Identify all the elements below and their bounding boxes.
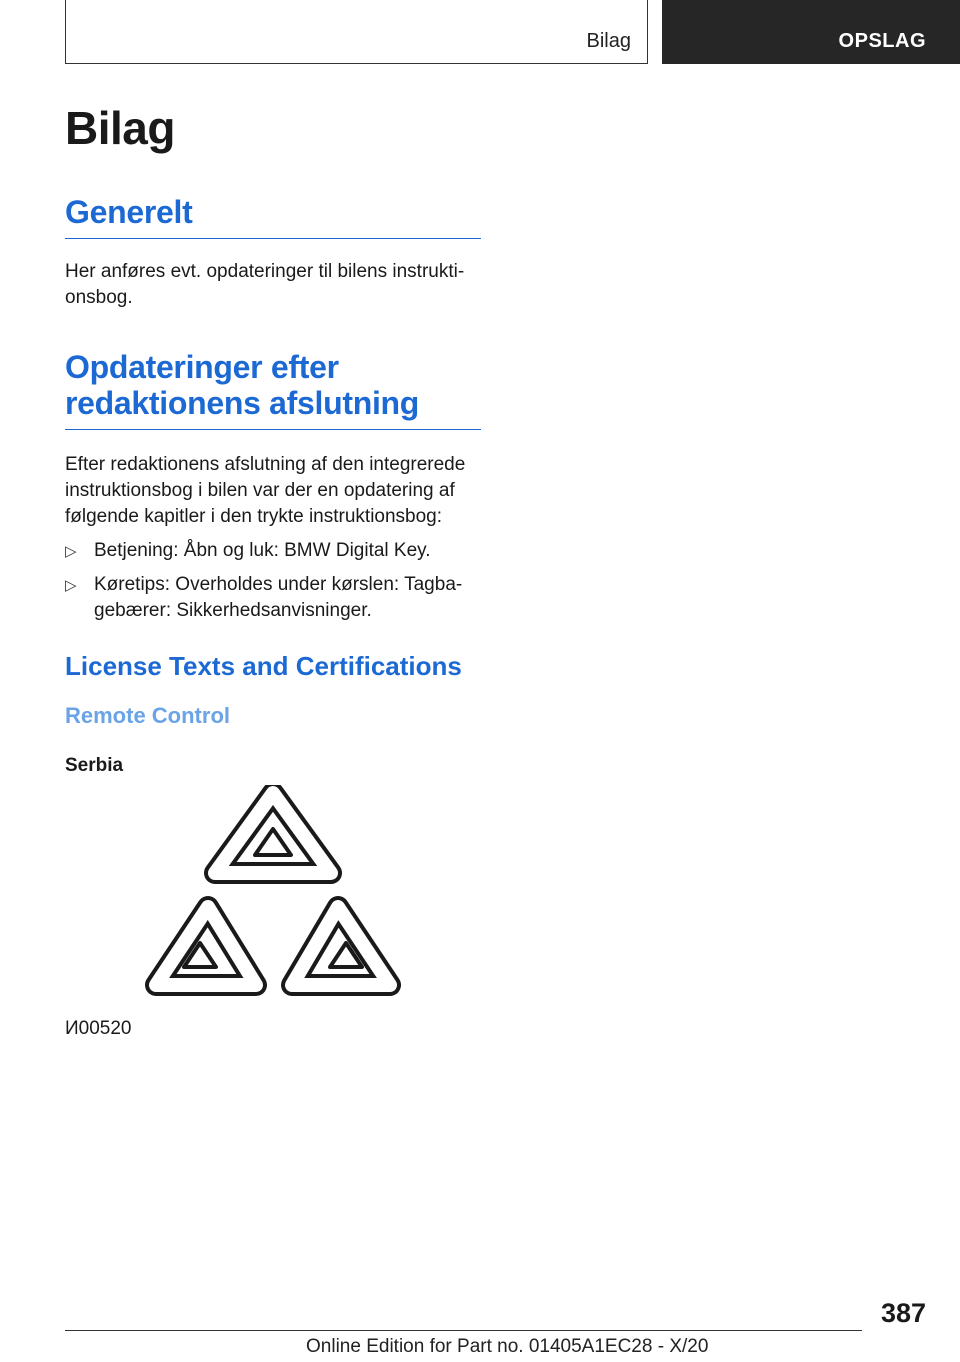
header-section-label: Bilag: [586, 30, 631, 52]
list-item-text: Betjening: Åbn og luk: BMW Digital Key.: [94, 540, 431, 561]
serbian-conformity-triangles-icon: [142, 785, 404, 1000]
section-general-body: Her anføres evt. opdateringer til bilens instruktionsbog.: [65, 261, 465, 308]
section-license-subtitle: Remote Control: [65, 703, 230, 728]
section-updates-title: [65, 349, 481, 430]
page-number: 387: [880, 1298, 926, 1328]
section-general-title: Generelt: [65, 194, 481, 239]
section-license-title: License Texts and Certifications: [65, 651, 462, 681]
header-tab: [662, 0, 960, 64]
page-content: [65, 100, 481, 778]
list-item-text: Køretips: Overholdes under kørslen: Tagbagebærer: Sikkerhedsanvisninger.: [94, 574, 463, 621]
footer-divider: [65, 1330, 862, 1331]
section-updates-body: Efter redaktionens afslutning af den integrerede instruktionsbog i bilen var der en opdatering af følgende kapitler i den trykte instruktionsbog:: [65, 454, 466, 527]
list-item: [65, 572, 481, 624]
section-updates-title-line2: redaktionens afslutning: [65, 385, 420, 421]
footer-edition-text: Online Edition for Part no. 01405A1EC28 - X/20: [306, 1336, 709, 1357]
section-updates-title-line1: Opdateringer efter: [65, 349, 339, 385]
list-item: [65, 538, 481, 564]
page-title: Bilag: [65, 102, 175, 154]
header-tab-label: OPSLAG: [838, 30, 926, 52]
triangle-bullet-icon: ▷: [65, 543, 77, 560]
header-section-box: [65, 0, 648, 64]
update-bullet-list: [65, 538, 481, 624]
figure-code: И00520: [65, 1018, 132, 1039]
section-license-country: Serbia: [65, 755, 124, 776]
triangle-bullet-icon: ▷: [65, 577, 77, 594]
